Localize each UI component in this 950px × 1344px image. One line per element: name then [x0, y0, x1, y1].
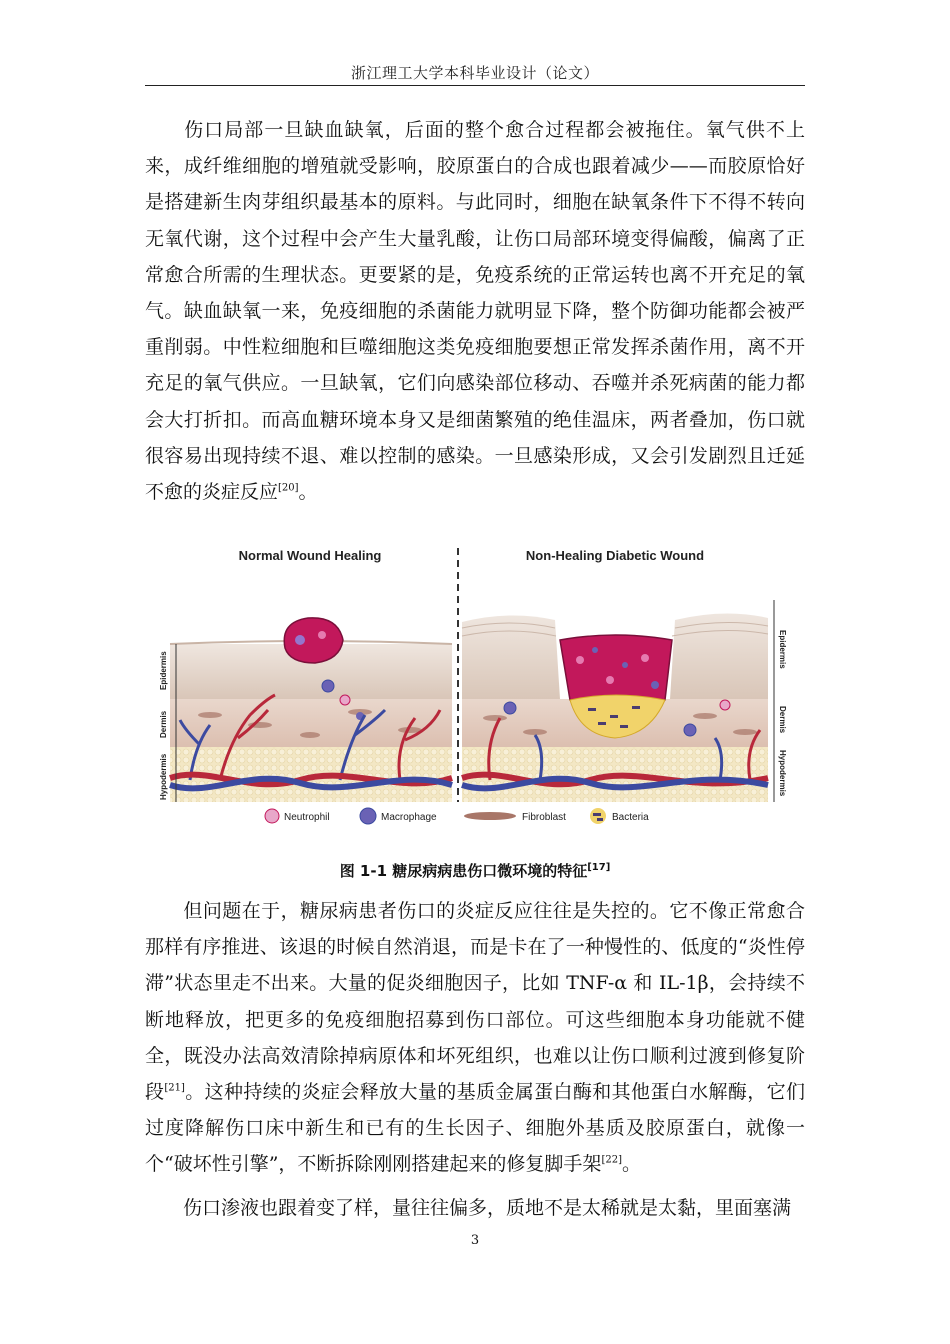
left-label-epidermis: Epidermis — [159, 651, 168, 690]
right-panel-diabetic-wound — [462, 600, 787, 802]
paragraph-1-text: 伤口局部一旦缺血缺氧，后面的整个愈合过程都会被拖住。氧气供不上来，成纤维细胞的增殖就受影响，胶原蛋白的合成也跟着减少——而胶原恰好是搭建新生肉芽组织最基本的原料。与此同时，细胞在缺氧条件下不得不转向无氧代谢，这个过程中会产生大量乳酸，让伤口局部环境变得偏酸，偏离了正常愈合所需的生理状态。更要紧的是，免疫系统的正常运转也离不开充足的氧气。缺血缺氧一来，免疫细胞的杀菌能力就明显下降，整个防御功能都会被严重削弱。中性粒细胞和巨噬细胞这类免疫细胞要想正常发挥杀菌作用，离不开充足的氧气供应。一旦缺氧，它们向感染部位移动、吞噬并杀死病菌的能力都会大打折扣。而高血糖环境本身又是细菌繁殖的绝佳温床，两者叠加，伤口就很容易出现持续不退、难以控制的感染。一旦感染形成，又会引发剧烈且迁延不愈的炎症反应 — [145, 119, 805, 504]
header-rule — [145, 85, 805, 86]
figure-wound-microenvironment — [150, 540, 790, 830]
right-label-epidermis: Epidermis — [778, 630, 787, 669]
left-label-dermis: Dermis — [159, 710, 168, 738]
figure-legend — [265, 808, 649, 824]
caption-text: 图 1-1 糖尿病病患伤口微环境的特征 — [339, 862, 588, 880]
page-number: 3 — [470, 1233, 480, 1248]
right-label-dermis: Dermis — [778, 706, 787, 734]
left-label-hypodermis: Hypodermis — [159, 753, 168, 800]
left-panel-title: Normal Wound Healing — [238, 548, 382, 563]
left-wound-clot — [284, 618, 343, 663]
legend-macrophage: Macrophage — [381, 812, 437, 823]
bacteria-icon — [590, 808, 606, 824]
left-dermis-layer — [170, 699, 452, 747]
right-label-hypodermis: Hypodermis — [778, 750, 787, 797]
paragraph-2 — [145, 893, 805, 1183]
left-panel-normal-wound — [159, 618, 452, 802]
paragraph-1 — [145, 112, 805, 510]
header-title: 浙江理工大学本科毕业设计（论文） — [350, 64, 599, 82]
paragraph-1-tail: 。 — [298, 481, 318, 504]
paragraph-2-part1: 但问题在于，糖尿病患者伤口的炎症反应往往是失控的。它不像正常愈合那样有序推进、该退的时候自然消退，而是卡在了一种慢性的、低度的“炎性停滞”状态里走不出来。大量的促炎细胞因子，比如 TNF-α 和 IL-1β，会持续不断地释放，把更多的免疫细胞招募到伤口部位。可这些细胞本身功能就不健全，既没办法高效清除掉病原体和坏死组织，也难以让伤口顺利过渡到修复阶段 — [145, 900, 805, 1104]
paragraph-2-part2: 。这种持续的炎症会释放大量的基质金属蛋白酶和其他蛋白水解酶，它们过度降解伤口床中新生和已有的生长因子、细胞外基质及胶原蛋白，就像一个“破坏性引擎”，不断拆除刚刚搭建起来的修复脚手架 — [145, 1081, 805, 1176]
citation-17: [17] — [587, 862, 611, 873]
paragraph-2-part3: 。 — [621, 1153, 641, 1176]
macrophage-icon — [360, 808, 376, 824]
paragraph-3-text: 伤口渗液也跟着变了样，量往往偏多，质地不是太稀就是太黏，里面塞满 — [183, 1197, 792, 1219]
citation-22: [22] — [601, 1155, 622, 1167]
legend-neutrophil: Neutrophil — [284, 812, 330, 823]
citation-20: [20] — [278, 482, 299, 494]
paragraph-3 — [145, 1190, 805, 1226]
right-panel-title: Non-Healing Diabetic Wound — [525, 548, 705, 563]
figure-illustration — [150, 540, 790, 830]
citation-21: [21] — [164, 1082, 185, 1094]
legend-fibroblast: Fibroblast — [522, 812, 566, 823]
neutrophil-icon — [265, 809, 279, 823]
right-epidermis-left — [462, 615, 560, 699]
figure-caption — [145, 860, 805, 881]
legend-bacteria: Bacteria — [612, 812, 649, 823]
fibroblast-icon — [464, 812, 516, 820]
